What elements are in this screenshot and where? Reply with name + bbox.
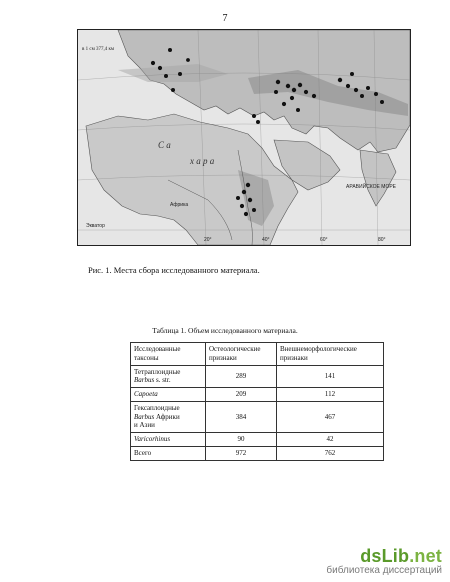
page-number: 7 — [222, 13, 228, 24]
table-header-row — [131, 343, 384, 366]
dslib-watermark — [326, 546, 442, 576]
logo-tld: .net — [409, 546, 442, 566]
taxon-genus: Capoeta — [134, 390, 158, 398]
row-osteo-count: 90 — [206, 433, 277, 447]
table-row — [131, 365, 384, 388]
taxon-text: s. str. — [154, 376, 171, 385]
row-osteo-count: 384 — [206, 401, 277, 432]
watermark-logo — [326, 546, 442, 567]
table-row — [131, 401, 384, 432]
taxon-text: и Азии — [134, 421, 155, 430]
taxon-text: Африки — [154, 412, 180, 421]
header-taxa: Исследованные таксоны — [131, 343, 206, 366]
map-label-africa: Африка — [170, 202, 189, 208]
map-label-arabian-sea: АРАВИЙСКОЕ МОРЕ — [346, 184, 396, 190]
material-volume-table — [130, 342, 384, 461]
row-taxon — [131, 433, 206, 447]
taxon-genus: Barbus — [134, 376, 155, 385]
header-osteo: Остеологические признаки — [206, 343, 277, 366]
row-morpho-count: 42 — [277, 433, 384, 447]
row-taxon-total: Всего — [131, 446, 206, 460]
row-morpho-count: 141 — [277, 365, 384, 388]
lon-label-60: 60° — [320, 237, 328, 243]
map-label-sahara-2: х а р а — [190, 156, 215, 166]
table-total-row — [131, 446, 384, 460]
logo-main: dsLib — [360, 546, 410, 566]
taxon-text: Тетраплоидные — [134, 367, 181, 376]
row-osteo-count: 972 — [206, 446, 277, 460]
header-morpho: Внешнеморфологические признаки — [277, 343, 384, 366]
map-scale-note: в 1 см 377,4 км — [82, 47, 115, 52]
table-title: Таблица 1. Объем исследованного материала. — [152, 326, 298, 335]
lon-label-80: 80° — [378, 237, 386, 243]
watermark-subtitle: библиотека диссертаций — [326, 565, 442, 576]
map-label-sahara-1: С а — [158, 140, 171, 150]
row-osteo-count: 289 — [206, 365, 277, 388]
lon-label-40: 40° — [262, 237, 270, 243]
taxon-genus: Varicorhinus — [134, 435, 171, 443]
taxon-genus: Barbus — [134, 412, 155, 421]
row-taxon — [131, 388, 206, 402]
map-drawing — [78, 30, 410, 245]
row-morpho-count: 762 — [277, 446, 384, 460]
table-row — [131, 433, 384, 447]
table-row — [131, 388, 384, 402]
map-label-equator: Экватор — [86, 223, 105, 229]
row-morpho-count: 112 — [277, 388, 384, 402]
collection-sites-map — [77, 29, 411, 246]
row-taxon — [131, 365, 206, 388]
taxon-text: Гексаплоидные — [134, 403, 180, 412]
row-osteo-count: 209 — [206, 388, 277, 402]
row-taxon — [131, 401, 206, 432]
figure-caption: Рис. 1. Места сбора исследованного материала. — [88, 265, 260, 275]
row-morpho-count: 467 — [277, 401, 384, 432]
lon-label-20: 20° — [204, 237, 212, 243]
